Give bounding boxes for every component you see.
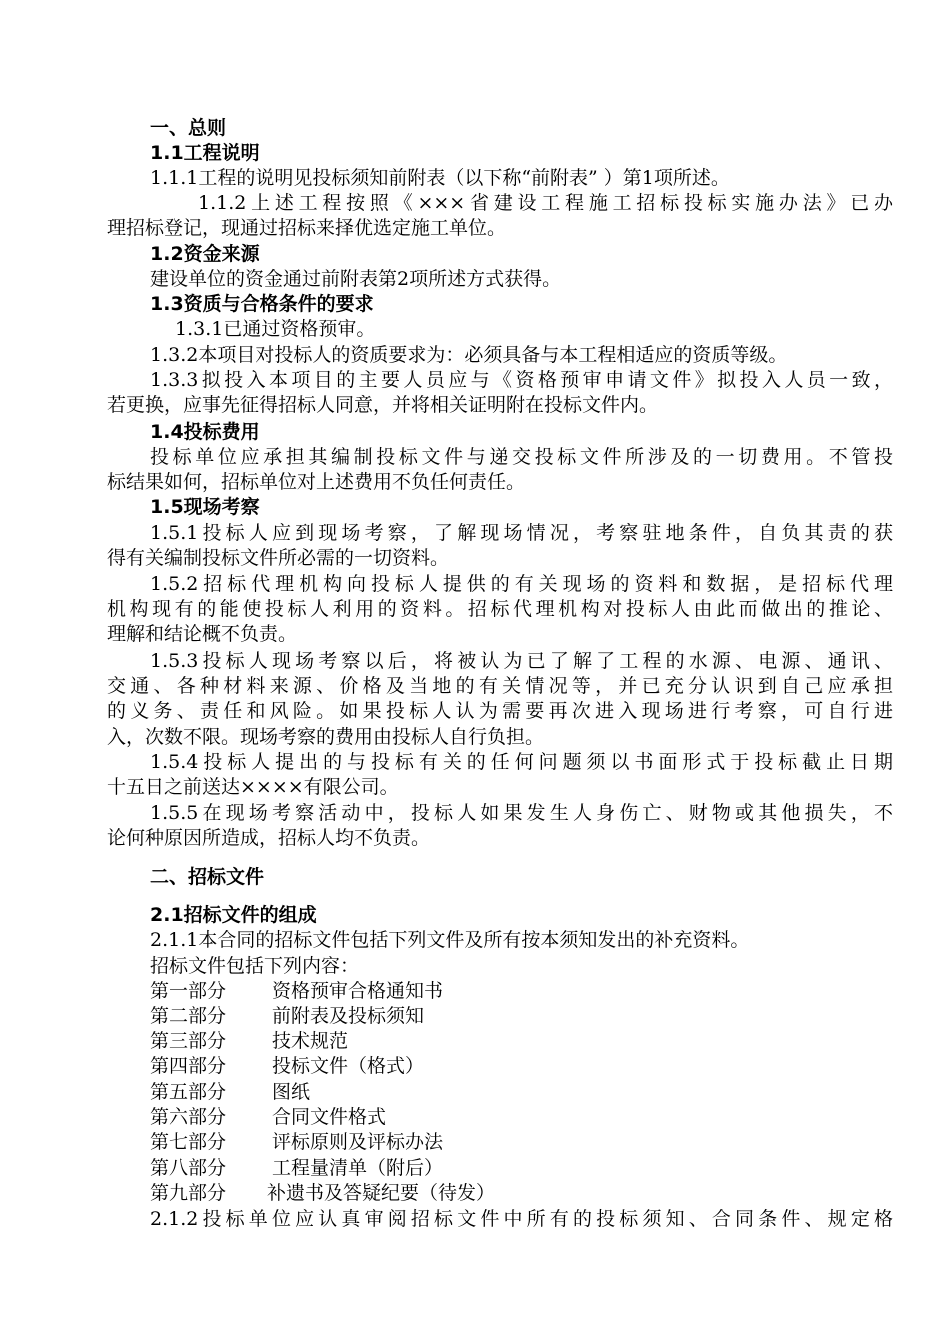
part-label: 第八部分 bbox=[150, 1157, 227, 1179]
paragraph-line: 机构现有的能使投标人利用的资料。招标代理机构对投标人由此而做出的推论、 bbox=[107, 598, 893, 620]
paragraph-line: 1.5.3投标人现场考察以后，将被认为已了解了工程的水源、电源、通讯、 bbox=[150, 650, 893, 672]
subsection-title: 1.5现场考察 bbox=[150, 496, 260, 518]
part-label: 第五部分 bbox=[150, 1081, 227, 1103]
part-title: 工程量清单（附后） bbox=[272, 1157, 444, 1179]
list-item bbox=[150, 1080, 893, 1105]
part-title: 图纸 bbox=[272, 1081, 311, 1103]
paragraph-line: 标结果如何，招标单位对上述费用不负任何责任。 bbox=[107, 471, 526, 493]
subsection-title: 1.4投标费用 bbox=[150, 421, 260, 443]
paragraph: 1.3.2本项目对投标人的资质要求为：必须具备与本工程相适应的资质等级。 bbox=[150, 344, 788, 366]
part-label: 第七部分 bbox=[150, 1131, 227, 1153]
paragraph: 2.1.1本合同的招标文件包括下列文件及所有按本须知发出的补充资料。 bbox=[150, 929, 750, 951]
list-item bbox=[150, 1156, 893, 1181]
paragraph-line: 1.5.2招标代理机构向投标人提供的有关现场的资料和数据，是招标代理 bbox=[150, 573, 893, 595]
part-title: 评标原则及评标办法 bbox=[272, 1131, 444, 1153]
part-title: 技术规范 bbox=[272, 1030, 349, 1052]
paragraph-line: 入，次数不限。现场考察的费用由投标人自行负担。 bbox=[107, 726, 545, 748]
paragraph-line: 1.3.3拟投入本项目的主要人员应与《资格预审申请文件》拟投入人员一致， bbox=[150, 369, 893, 391]
part-label: 第二部分 bbox=[150, 1005, 227, 1027]
paragraph-line: 2.1.2投标单位应认真审阅招标文件中所有的投标须知、合同条件、规定格 bbox=[150, 1208, 893, 1230]
paragraph-line: 交通、各种材料来源、价格及当地的有关情况等，并已充分认识到自己应承担 bbox=[107, 675, 893, 697]
part-label: 第四部分 bbox=[150, 1055, 227, 1077]
paragraph-line: 投标单位应承担其编制投标文件与递交投标文件所涉及的一切费用。不管投 bbox=[150, 446, 893, 468]
paragraph-line: 理招标登记，现通过招标来择优选定施工单位。 bbox=[107, 217, 507, 239]
list-item bbox=[150, 1054, 893, 1079]
subsection-title: 1.2资金来源 bbox=[150, 243, 260, 265]
part-title: 合同文件格式 bbox=[272, 1106, 387, 1128]
part-title: 补遗书及答疑纪要（待发） bbox=[267, 1182, 496, 1204]
part-title: 投标文件（格式） bbox=[272, 1055, 425, 1077]
list-item bbox=[150, 979, 893, 1004]
list-item bbox=[150, 1105, 893, 1130]
paragraph-line: 理解和结论概不负责。 bbox=[107, 623, 298, 645]
section-heading-bidding-docs: 二、招标文件 bbox=[150, 866, 265, 888]
part-label: 第六部分 bbox=[150, 1106, 227, 1128]
part-label: 第三部分 bbox=[150, 1030, 227, 1052]
paragraph-line: 若更换，应事先征得招标人同意，并将相关证明附在投标文件内。 bbox=[107, 394, 659, 416]
list-item bbox=[150, 1004, 893, 1029]
paragraph-line: 1.5.4投标人提出的与投标有关的任何问题须以书面形式于投标截止日期 bbox=[150, 751, 893, 773]
paragraph-line: 1.1.2上述工程按照《×××省建设工程施工招标投标实施办法》已办 bbox=[198, 192, 893, 214]
paragraph-line: 1.5.5在现场考察活动中，投标人如果发生人身伤亡、财物或其他损失，不 bbox=[150, 802, 893, 824]
part-label: 第一部分 bbox=[150, 980, 227, 1002]
paragraph: 建设单位的资金通过前附表第2项所述方式获得。 bbox=[150, 268, 562, 290]
paragraph: 1.1.1工程的说明见投标须知前附表（以下称“前附表” ）第1项所述。 bbox=[150, 167, 730, 189]
subsection-title: 2.1招标文件的组成 bbox=[150, 904, 317, 926]
part-title: 资格预审合格通知书 bbox=[272, 980, 444, 1002]
list-item bbox=[150, 1130, 893, 1155]
paragraph-line: 的义务、责任和风险。如果投标人认为需要再次进入现场进行考察，可自行进 bbox=[107, 700, 893, 722]
part-title: 前附表及投标须知 bbox=[272, 1005, 425, 1027]
paragraph: 1.3.1已通过资格预审。 bbox=[175, 318, 376, 340]
paragraph-line: 1.5.1投标人应到现场考察，了解现场情况，考察驻地条件，自负其责的获 bbox=[150, 522, 893, 544]
paragraph-line: 得有关编制投标文件所必需的一切资料。 bbox=[107, 547, 450, 569]
section-heading-general: 一、总则 bbox=[150, 117, 227, 139]
paragraph-line: 十五日之前送达××××有限公司。 bbox=[107, 776, 399, 798]
part-label: 第九部分 bbox=[150, 1182, 227, 1204]
subsection-title: 1.3资质与合格条件的要求 bbox=[150, 293, 374, 315]
paragraph-line: 论何种原因所造成，招标人均不负责。 bbox=[107, 827, 431, 849]
list-item bbox=[150, 1181, 893, 1206]
list-item bbox=[150, 1029, 893, 1054]
paragraph: 招标文件包括下列内容： bbox=[150, 955, 360, 977]
subsection-title: 1.1工程说明 bbox=[150, 142, 260, 164]
